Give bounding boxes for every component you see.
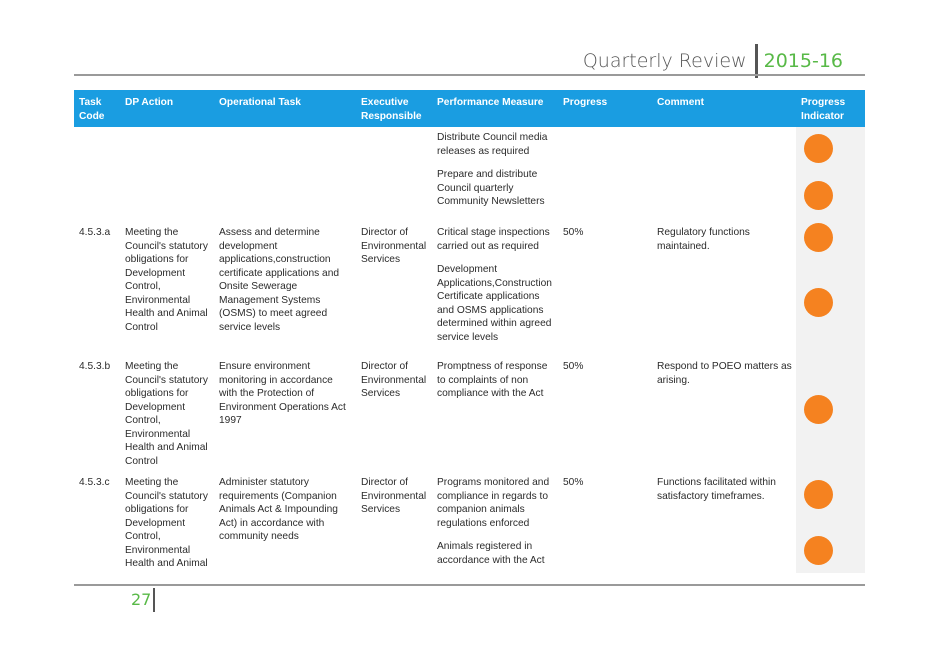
- orange-status-dot-icon: [804, 223, 833, 252]
- measure: Distribute Council media releases as required: [437, 132, 548, 157]
- col-performance-measure: Performance Measure: [432, 90, 558, 127]
- operational-task: Administer statutory requirements (Companion Animals Act & Impounding Act) in accordance with community needs: [219, 477, 338, 542]
- table-row: [74, 222, 865, 356]
- col-task-code: Task Code: [74, 90, 120, 127]
- progress-indicator-cell: [796, 356, 865, 472]
- executive-responsible: Director of Environmental Services: [361, 477, 427, 515]
- orange-status-dot-icon: [804, 480, 833, 509]
- table-row: [74, 127, 865, 222]
- progress-indicator-cell: [796, 127, 865, 222]
- progress-value: 50%: [563, 477, 584, 488]
- performance-measures: [432, 356, 558, 472]
- executive-responsible: Director of Environmental Services: [361, 361, 427, 399]
- review-table: [74, 90, 865, 573]
- col-operational-task: Operational Task: [214, 90, 356, 127]
- executive-responsible: Director of Environmental Services: [361, 227, 427, 265]
- measure: Development Applications,Construction Certificate applications and OSMS applications determined within agreed service levels: [437, 264, 552, 343]
- orange-status-dot-icon: [804, 134, 833, 163]
- dp-action: Meeting the Council's statutory obligations for Development Control, Environmental Health and Animal Control: [125, 227, 208, 333]
- comment: Functions facilitated within satisfactory timeframes.: [657, 477, 776, 502]
- measure: Animals registered in accordance with the Act: [437, 541, 545, 566]
- header-divider: [755, 44, 758, 78]
- footer-rule: [74, 584, 865, 586]
- measure: Critical stage inspections carried out as required: [437, 227, 550, 252]
- executive-responsible: [356, 127, 432, 222]
- col-comment: Comment: [652, 90, 796, 127]
- table-header-row: [74, 90, 865, 127]
- col-executive: Executive Responsible: [356, 90, 432, 127]
- operational-task: [214, 127, 356, 222]
- page-number: 27: [131, 590, 152, 609]
- header-rule: [74, 74, 865, 76]
- operational-task: Ensure environment monitoring in accordance with the Protection of Environment Operations Act 1997: [219, 361, 346, 426]
- progress-value: 50%: [563, 361, 584, 372]
- report-year: 2015-16: [763, 50, 843, 72]
- comment: Regulatory functions maintained.: [657, 227, 750, 252]
- progress-indicator-cell: [796, 222, 865, 356]
- col-dp-action: DP Action: [120, 90, 214, 127]
- dp-action: Meeting the Council's statutory obligations for Development Control, Environmental Health and Animal Control: [125, 361, 208, 467]
- table-row: [74, 472, 865, 573]
- page-number-divider: [153, 588, 155, 612]
- progress-value: 50%: [563, 227, 584, 238]
- comment: Respond to POEO matters as arising.: [657, 361, 792, 386]
- task-code: 4.5.3.b: [79, 361, 111, 372]
- task-code: [74, 127, 120, 222]
- page-header: [583, 44, 843, 78]
- task-code: 4.5.3.a: [79, 227, 111, 238]
- progress-value: [558, 127, 652, 222]
- performance-measures: [432, 127, 558, 222]
- col-progress-indicator: Progress Indicator: [796, 90, 865, 127]
- progress-indicator-cell: [796, 472, 865, 573]
- operational-task: Assess and determine development applications,construction certificate applications and Onsite Sewerage Management Systems (OSMS) to meet agreed service levels: [219, 227, 340, 333]
- measure: Programs monitored and compliance in regards to companion animals regulations enforced: [437, 477, 550, 529]
- col-progress: Progress: [558, 90, 652, 127]
- dp-action: Meeting the Council's statutory obligations for Development Control, Environmental Health and Animal: [125, 477, 208, 569]
- orange-status-dot-icon: [804, 395, 833, 424]
- task-code: 4.5.3.c: [79, 477, 110, 488]
- orange-status-dot-icon: [804, 536, 833, 565]
- orange-status-dot-icon: [804, 288, 833, 317]
- measure: Prepare and distribute Council quarterly Community Newsletters: [437, 169, 545, 207]
- dp-action: [120, 127, 214, 222]
- measure: Promptness of response to complaints of non compliance with the Act: [437, 361, 548, 399]
- comment: [652, 127, 796, 222]
- report-title: Quarterly Review: [582, 50, 747, 72]
- performance-measures: [432, 472, 558, 573]
- orange-status-dot-icon: [804, 181, 833, 210]
- performance-measures: [432, 222, 558, 356]
- table-row: [74, 356, 865, 472]
